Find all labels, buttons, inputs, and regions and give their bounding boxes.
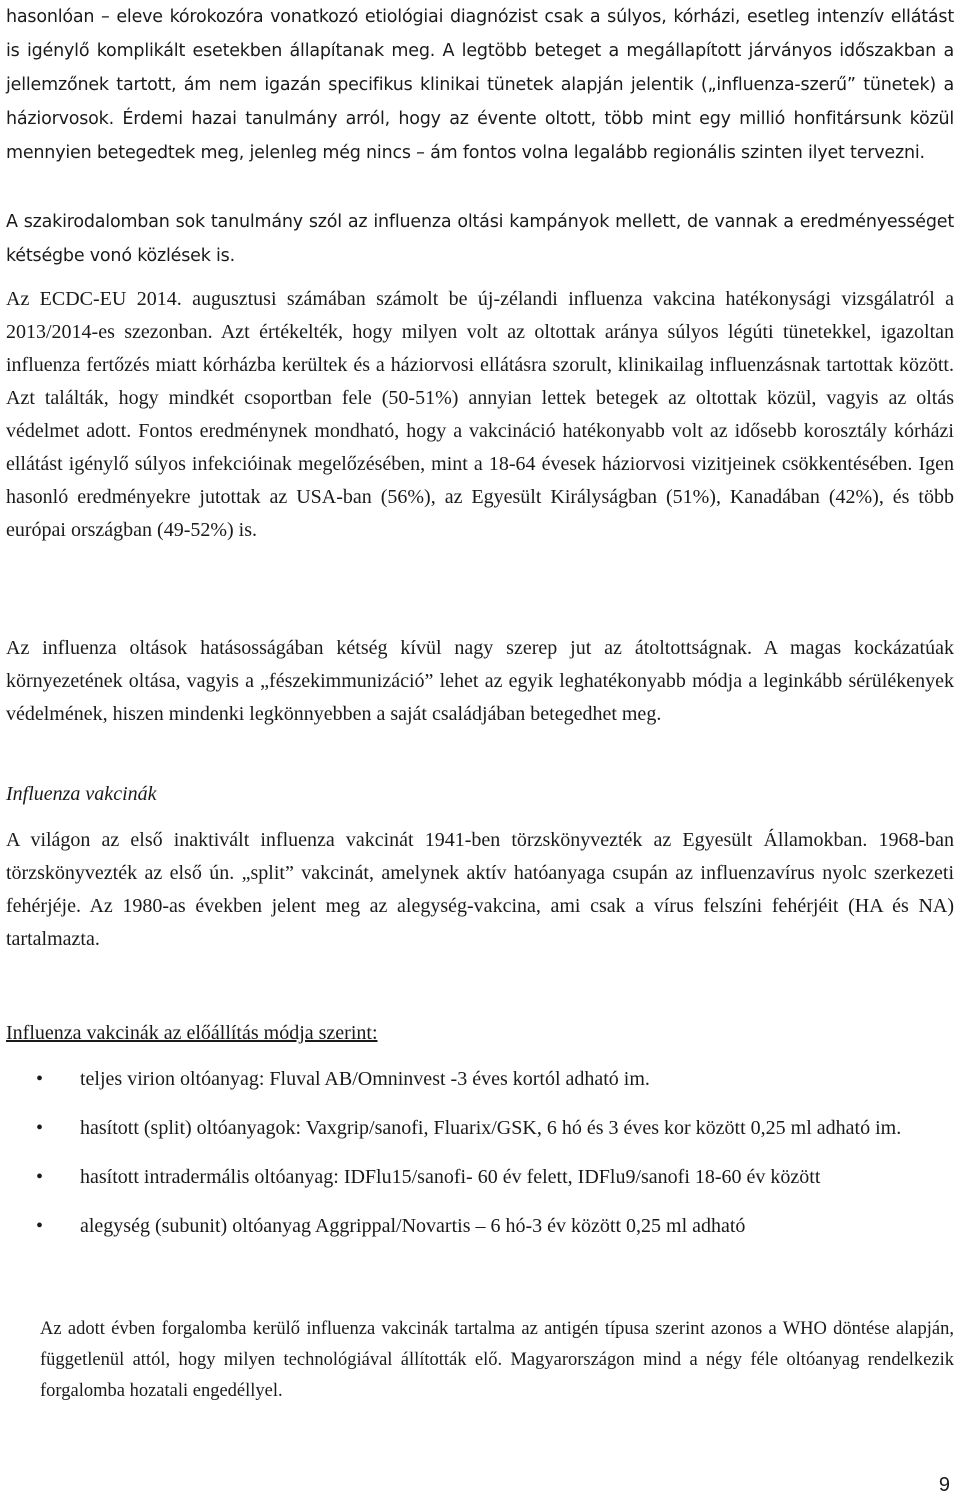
list-item: [0, 1063, 954, 1096]
paragraph-etiology: hasonlóan – eleve kórokozóra vonatkozó etiológiai diagnózist csak a súlyos, kórházi, esetleg intenzív ellátást is igénylő komplikált esetekben állapítanak meg. A legtöbb beteget a megállapított járványos időszakban a jellemzőnek tartott, ám nem igazán specifikus klinikai tünetek alapján jelentik („influenza-szerű” tünetek) a háziorvosok. Érdemi hazai tanulmány arról, hogy az évente oltott, több mint egy millió honfitársunk közül mennyien betegedtek meg, jelenleg még nincs – ám fontos volna legalább regionális szinten ilyet tervezni.: [6, 7, 954, 163]
paragraph-history: A világon az első inaktivált influenza vakcinát 1941-ben törzskönyvezték az Egyesült Államokban. 1968-ban törzskönyvezték az első ún. „split” vakcinát, amelynek aktív hatóanyaga csupán az influenzavírus nyolc szerkezeti fehérjéje. Az 1980-as években jelent meg az alegység-vakcina, ami csak a vírus felszíni fehérjéit (HA és NA) tartalmazta.: [6, 829, 954, 950]
bullet-icon: •: [36, 1166, 44, 1188]
section-heading-production: Influenza vakcinák az előállítás módja szerint:: [6, 1022, 378, 1044]
list-item-text: hasított (split) oltóanyagok: Vaxgrip/sanofi, Fluarix/GSK, 6 hó és 3 éves kor között 0,25 ml adható im.: [80, 1117, 902, 1139]
bullet-icon: •: [36, 1117, 44, 1139]
list-item: [0, 1210, 954, 1243]
section-heading-vaccines: Influenza vakcinák: [6, 783, 157, 805]
vaccine-type-list: [0, 1063, 954, 1259]
bullet-icon: •: [36, 1068, 44, 1090]
paragraph-who: Az adott évben forgalomba kerülő influenza vakcinák tartalma az antigén típusa szerint azonos a WHO döntése alapján, függetlenül attól, hogy milyen technológiával állították elő. Magyarországon mind a négy féle oltóanyag rendelkezik forgalomba hozatali engedéllyel.: [40, 1319, 954, 1401]
paragraph-ecdc-study: Az ECDC-EU 2014. augusztusi számában számolt be új-zélandi influenza vakcina hatékonysági vizsgálatról a 2013/2014-es szezonban. Azt értékelték, hogy milyen volt az oltottak aránya súlyos légúti tünetekkel, igazoltan influenza fertőzés miatt kórházba kerültek és a háziorvosi ellátásra szorult, klinikailag influenzásnak tartottak között. Azt találták, hogy mindkét csoportban fele (50-51%) annyian lettek betegek az oltottak közül, vagyis az oltás védelmet adott. Fontos eredménynek mondható, hogy a vakcináció hatékonyabb volt az idősebb korosztály kórházi ellátást igénylő súlyos infekcióinak megelőzésében, mint a 18-64 évesek háziorvosi vizitjeinek csökkentésében. Igen hasonló eredményekre jutottak az USA-ban (56%), az Egyesült Királyságban (51%), Kanadában (42%), és több európai országban (49-52%) is.: [6, 288, 954, 541]
paragraph-literature: A szakirodalomban sok tanulmány szól az influenza oltási kampányok mellett, de vannak a eredményességet kétségbe vonó közlések is.: [6, 212, 954, 266]
paragraph-coverage: Az influenza oltások hatásosságában kétség kívül nagy szerep jut az átoltottságnak. A magas kockázatúak környezetének oltása, vagyis a „fészekimmunizáció” lehet az egyik leghatékonyabb módja a leginkább sérülékenyek védelmének, hiszen mindenki legkönnyebben a saját családjában betegedhet meg.: [6, 637, 954, 725]
bullet-icon: •: [36, 1215, 44, 1237]
list-item: [0, 1161, 954, 1194]
list-item-text: teljes virion oltóanyag: Fluval AB/Omninvest -3 éves kortól adható im.: [80, 1068, 650, 1090]
page-number: 9: [938, 1474, 950, 1496]
list-item-text: hasított intradermális oltóanyag: IDFlu15/sanofi- 60 év felett, IDFlu9/sanofi 18-60 év között: [80, 1166, 821, 1188]
list-item: [0, 1112, 954, 1145]
list-item-text: alegység (subunit) oltóanyag Aggrippal/Novartis – 6 hó-3 év között 0,25 ml adható: [80, 1215, 746, 1237]
